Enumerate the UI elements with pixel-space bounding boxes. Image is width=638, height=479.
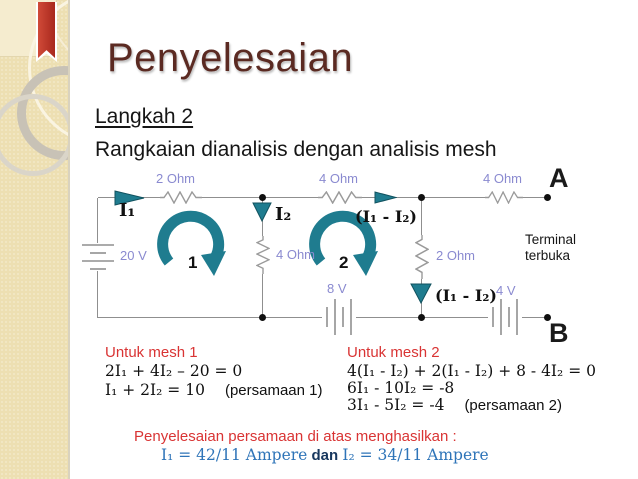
mesh2-note: (persamaan 2): [464, 397, 562, 414]
step-description: Rangkaian dianalisis dengan analisis mesh: [95, 138, 497, 161]
terminal-b-label: B: [549, 318, 569, 348]
junction-dot: [418, 314, 425, 321]
wire: [523, 197, 546, 198]
current-diff-bottom-arrow-icon: [410, 283, 432, 304]
mesh1-eq1: 2I₁ + 4I₂ – 20 = 0: [105, 362, 243, 380]
page-title: Penyelesaian: [107, 36, 354, 80]
mesh2-eq1: 4(I₁ - I₂) + 2(I₁ - I₂) + 8 - 4I₂ = 0: [347, 362, 596, 380]
junction-dot: [259, 194, 266, 201]
source-bottom-left-label: 8 V: [327, 281, 347, 296]
mesh1-eq2: I₁ + 2I₂ = 10: [105, 381, 205, 399]
open-terminal-note: [525, 232, 576, 264]
mesh1-heading: Untuk mesh 1: [105, 344, 198, 361]
mesh-1-number: 1: [188, 253, 198, 272]
mesh2-eq3: 3I₁ - 5I₂ = -4: [347, 396, 445, 414]
result-i1: I₁ = 42/11 Ampere: [161, 446, 308, 464]
wire: [522, 317, 545, 318]
battery-8v-icon: [322, 297, 356, 337]
junction-dot: [418, 194, 425, 201]
resistor-top-right-icon: [485, 191, 523, 204]
terminal-a-label: A: [549, 163, 569, 193]
resistor-top-left-label: 2 Ohm: [156, 171, 196, 186]
resistor-mid-vertical-icon: [256, 236, 270, 274]
bookmark-ribbon-fill: [38, 2, 55, 58]
mesh-2-number: 2: [339, 253, 349, 272]
mesh2-heading: Untuk mesh 2: [347, 344, 440, 361]
terminal-a-dot: [544, 194, 551, 201]
current-i1-label: I₁: [119, 200, 136, 221]
resistor-top-right-label: 4 Ohm: [483, 171, 523, 186]
wire: [97, 317, 322, 318]
mesh1-eq2-row: [105, 381, 323, 399]
current-diff-bottom-label: (I₁ - I₂): [435, 286, 497, 305]
resistor-right-vertical-icon: [415, 235, 429, 279]
bookmark-ribbon: [36, 2, 57, 62]
battery-20v-icon: [80, 242, 116, 272]
current-diff-top-arrow-icon: [374, 191, 397, 204]
resistor-right-vertical-label: 2 Ohm: [436, 248, 476, 263]
conclusion-result: [161, 446, 489, 465]
resistor-top-left-icon: [160, 191, 202, 204]
resistor-top-mid-label: 4 Ohm: [319, 171, 359, 186]
current-diff-top-label: (I₁ - I₂): [355, 207, 417, 226]
result-conjunction: dan: [307, 447, 343, 464]
decorative-ring-thin: [0, 94, 70, 176]
resistor-mid-vertical-label: 4 Ohm: [276, 247, 316, 262]
junction-dot: [259, 314, 266, 321]
source-bottom-right-label: 4 V: [496, 283, 516, 298]
mesh1-note: (persamaan 1): [224, 382, 323, 399]
result-i2: I₂ = 34/11 Ampere: [342, 446, 489, 464]
wire: [97, 198, 98, 243]
wire: [97, 271, 98, 318]
step-heading: Langkah 2: [95, 105, 194, 128]
resistor-top-mid-icon: [318, 191, 362, 204]
wire: [421, 198, 422, 235]
sidebar: [0, 0, 70, 479]
current-i2-label: I₂: [275, 204, 292, 225]
current-i2-arrow-icon: [252, 202, 272, 222]
mesh2-eq2: 6I₁ - 10I₂ = -8: [347, 379, 455, 397]
source-left-label: 20 V: [120, 248, 147, 263]
open-terminal-line2: terbuka: [525, 248, 571, 263]
mesh2-eq3-row: [347, 396, 562, 414]
open-terminal-line1: Terminal: [525, 232, 577, 247]
conclusion-heading: Penyelesaian persamaan di atas menghasilkan :: [134, 428, 457, 445]
wire: [262, 274, 263, 318]
